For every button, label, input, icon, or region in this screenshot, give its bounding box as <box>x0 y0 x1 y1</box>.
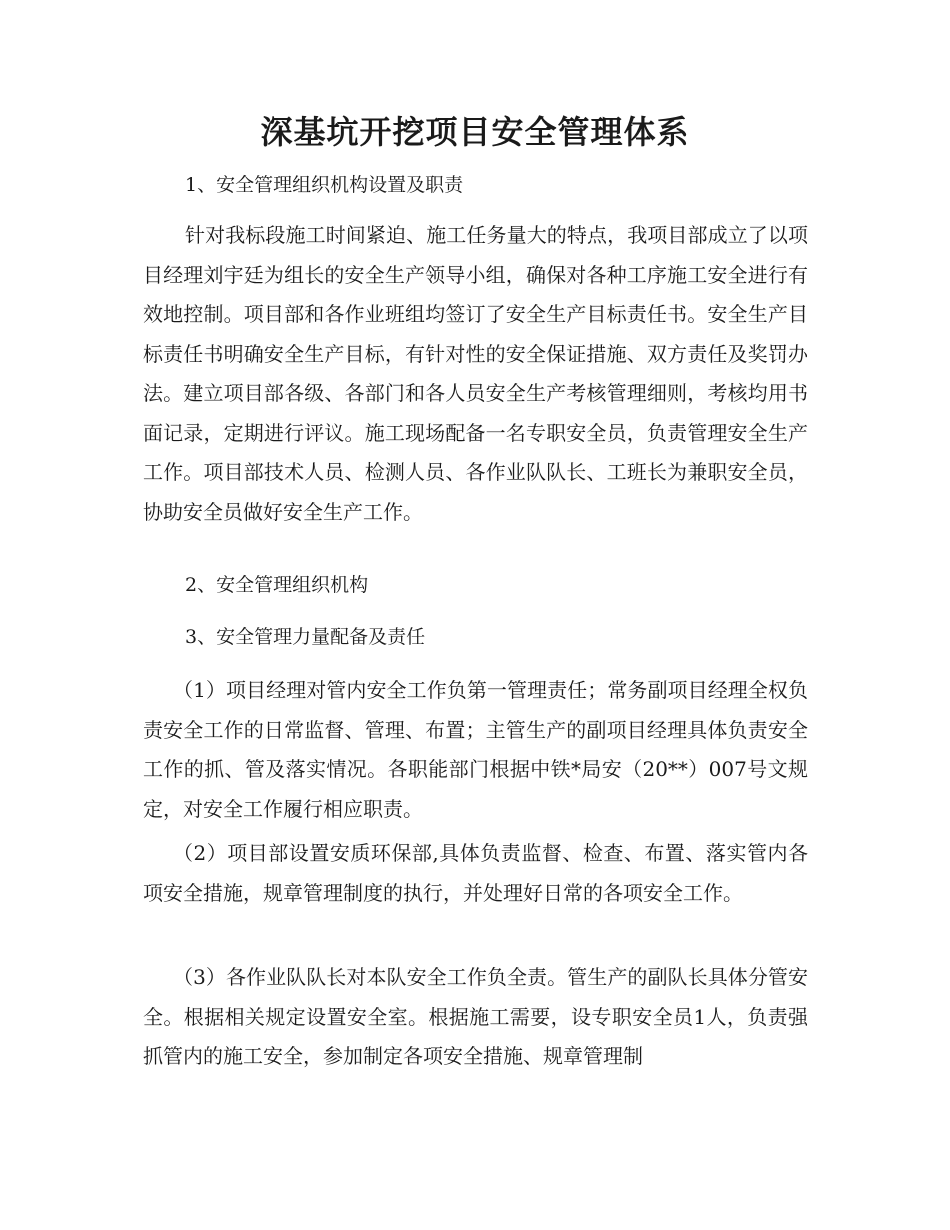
item-2-paragraph: （2）项目部设置安质环保部,具体负责监督、检查、布置、落实管内各项安全措施，规章管理制度的执行，并处理好日常的各项安全工作。 <box>143 841 808 905</box>
section-2-heading: 2、安全管理组织机构 <box>185 574 369 596</box>
item-1-paragraph: （1）项目经理对管内安全工作负第一管理责任；常务副项目经理全权负责安全工作的日常监督、管理、布置；主管生产的副项目经理具体负责安全工作的抓、管及落实情况。各职能部门根据中铁*局安（20**）007号文规定，对安全工作履行相应职责。 <box>143 678 808 821</box>
section-1-paragraph: 针对我标段施工时间紧迫、施工任务量大的特点，我项目部成立了以项目经理刘宇廷为组长的安全生产领导小组，确保对各种工序施工安全进行有效地控制。项目部和各作业班组均签订了安全生产目标责任书。安全生产目标责任书明确安全生产目标，有针对性的安全保证措施、双方责任及奖罚办法。建立项目部各级、各部门和各人员安全生产考核管理细则，考核均用书面记录，定期进行评议。施工现场配备一名专职安全员，负责管理安全生产工作。项目部技术人员、检测人员、各作业队队长、工班长为兼职安全员，协助安全员做好安全生产工作。 <box>143 223 808 524</box>
section-3-heading: 3、安全管理力量配备及责任 <box>185 626 426 648</box>
item-3-paragraph: （3）各作业队队长对本队安全工作负全责。管生产的副队长具体分管安全。根据相关规定设置安全室。根据施工需要，设专职安全员1人，负责强抓管内的施工安全，参加制定各项安全措施、规章管理制 <box>143 965 808 1068</box>
section-1-heading: 1、安全管理组织机构设置及职责 <box>185 174 464 196</box>
document-title: 深基坑开挖项目安全管理体系 <box>260 113 690 151</box>
